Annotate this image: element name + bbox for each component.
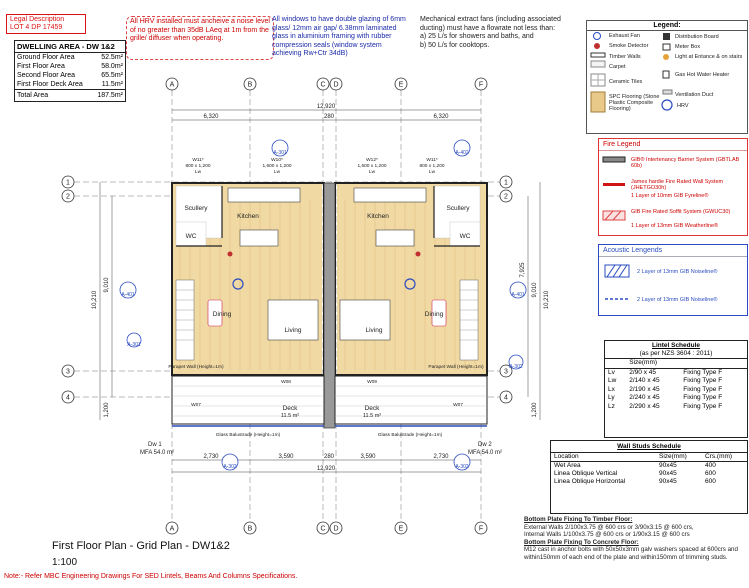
acoustic-item: 2 Layer of 13mm GIB Noiseline® [637, 269, 718, 275]
window-id: W08 [281, 380, 291, 385]
lintel-cell: 2/290 x 45 [629, 402, 660, 410]
room-label: Living [284, 327, 302, 334]
window-size: 1,600 x 1,200 [357, 164, 387, 169]
dimension-label: 280 [323, 454, 335, 460]
area-value: 58.0m² [101, 63, 123, 70]
dwelling-label: Dw 2 [478, 442, 492, 448]
area-value: 11.5m² [101, 81, 123, 88]
studs-title: Wall Studs Schedule [617, 443, 681, 450]
dimension-label: 12,920 [316, 104, 336, 110]
window-id: W09 [367, 380, 377, 385]
grid-label: E [398, 525, 404, 533]
studs-cell: 600 [704, 470, 716, 477]
dwelling-label: Dw 1 [148, 442, 162, 448]
window-size: 800 x 1,200 [419, 164, 445, 169]
legend-label: Ventilation Duct [675, 92, 714, 98]
room-label: Dining [212, 311, 232, 318]
studs-header: Size(mm) [659, 453, 687, 460]
grid-label: A [169, 81, 175, 89]
area-total-value: 187.5m² [97, 92, 123, 99]
area-value: 52.5m² [101, 54, 123, 61]
grid-label: 4 [66, 394, 70, 402]
kitchen-island [376, 230, 414, 246]
grid-label: 3 [504, 368, 508, 376]
legal-lot: LOT 4 DP 17459 [10, 24, 63, 31]
grid-label: D [333, 525, 339, 533]
living-sofa [340, 300, 390, 340]
acoustic-legend-title: Acoustic Lengends [599, 245, 747, 257]
dimension-label: 12,920 [316, 466, 336, 472]
window-size: 1,600 x 1,200 [262, 164, 292, 169]
grid-label: F [478, 525, 484, 533]
grid-label: B [247, 81, 253, 89]
section-ref: A-402 [455, 150, 469, 156]
area-value: 65.5m² [101, 72, 123, 79]
fans-intro: Mechanical extract fans (including associated ducting) must have a flowrate not less than: [420, 16, 561, 32]
window-lintel: Lw [428, 170, 436, 175]
grid-label: F [478, 81, 484, 89]
kitchen-bench [354, 188, 426, 202]
legal-title: Legal Description [10, 16, 65, 23]
window-id: W11* [192, 158, 204, 163]
window-id: W07 [453, 403, 463, 408]
section-ref: A-301 [273, 150, 287, 156]
lintel-cell: Lx [608, 385, 615, 393]
fire-legend-title: Fire Legend [599, 139, 747, 151]
lintel-title: Lintel Schedule [651, 342, 701, 349]
legend-label: Meter Box [675, 44, 701, 50]
legend-label: SPC Flooring (Stone Plastic Composite Flooring) [609, 94, 660, 112]
mfa-label: MFA 54.0 m² [140, 450, 175, 456]
lintel-cell: Ly [608, 394, 615, 401]
area-total-label: Total Area [17, 92, 49, 99]
lintel-cell: Lz [608, 402, 615, 410]
window-id: W07 [191, 403, 201, 408]
room-label: Dining [424, 311, 444, 318]
dimension-label: 2,730 [203, 454, 219, 460]
dimension-label: 2,730 [433, 454, 449, 460]
dimension-label: 3,590 [278, 454, 294, 460]
dimension-label: 3,590 [360, 454, 376, 460]
lintel-subtitle: (as per NZS 3604 : 2011) [639, 350, 713, 357]
window-id: W11* [426, 158, 438, 163]
kitchen-bench [228, 188, 300, 202]
lintel-cell: Lv [608, 368, 615, 376]
room-label: Deck [282, 405, 298, 412]
parapet-label: Parapet Wall (Height=1m) [168, 365, 224, 370]
mfa-label: MFA 54.0 m² [468, 450, 503, 456]
section-ref: A-401 [121, 292, 135, 298]
window-lintel: Lw [368, 170, 376, 175]
plan-title: First Floor Plan - Grid Plan - DW1&2 [52, 540, 230, 552]
fire-item-sub: 1 Layer of 10mm GIB Fyreline® [631, 193, 709, 199]
grid-label: 1 [504, 179, 508, 187]
area-label: First Floor Deck Area [17, 81, 83, 88]
lintel-cell: Fixing Type F [683, 385, 723, 393]
grid-label: B [247, 525, 253, 533]
dimension-label: 10,210 [92, 290, 98, 310]
section-ref: A-302 [509, 364, 523, 370]
dimension-label: 9,010 [532, 282, 538, 298]
parapet-label: Parapet Wall (Height=1m) [428, 365, 484, 370]
studs-cell: 400 [704, 462, 716, 469]
grid-label: 3 [66, 368, 70, 376]
window-id: W12* [366, 158, 378, 163]
legend-label: Gas Hot Water Heater [675, 72, 730, 78]
dimension-label: 9,010 [104, 277, 110, 293]
engineering-footnote: Note:- Refer MBC Engineering Drawings For SED Lintels, Beams And Columns Specifications. [4, 573, 298, 580]
studs-cell: Linea Oblique Horizontal [554, 478, 626, 485]
hrv-note: All HRV installed must ancheive a noise level of no greater than 35dB LAeq at 1m from the grille/ diffuser when operating. [126, 16, 274, 60]
dimension-label: 1,200 [104, 402, 110, 418]
smoke-detector-icon [228, 252, 233, 257]
legend-label: Carpet [609, 64, 626, 70]
studs-cell: Wet Area [554, 462, 581, 469]
deck-area-label: 11.5 m² [362, 413, 382, 419]
lintel-header: Size(mm) [629, 359, 658, 366]
studs-cell: Linea Oblique Vertical [554, 470, 618, 477]
plate-line: Internal Walls 1/100x3.75 @ 600 crs or 1/90x3.15 @ 600 crs [524, 531, 690, 539]
grid-label: 4 [504, 394, 508, 402]
fire-item-sub: 1 Layer of 13mm GIB Weatherline® [631, 223, 719, 229]
legend-label: Ceramic Tiles [609, 79, 643, 85]
plate-title: Bottom Plate Fixing To Concrete Floor: [524, 538, 639, 546]
grid-label: C [320, 525, 326, 533]
room-label: WC [185, 233, 197, 240]
lintel-cell: 2/190 x 45 [629, 385, 660, 393]
lintel-cell: Fixing Type F [683, 394, 723, 401]
lintel-cell: Fixing Type F [683, 402, 723, 410]
room-label: Scullery [446, 205, 470, 212]
window-lintel: Lw [194, 170, 202, 175]
studs-header: Crs.(mm) [704, 453, 733, 460]
legend-label: Light at Entance & on stairs [675, 54, 743, 60]
legend-label: Distribution Board [675, 34, 719, 40]
fire-item-title: GIB® Intertenancy Barrier System (GBTLAB 60b) [631, 157, 740, 170]
grid-label: 1 [66, 179, 70, 187]
lintel-cell: 2/140 x 45 [629, 377, 660, 384]
section-ref: A-302 [223, 464, 237, 470]
area-label: Second Floor Area [17, 72, 75, 79]
deck-dw1 [172, 376, 324, 424]
windows-note: All windows to have double glazing of 6mm glass/ 12mm air gap/ 6.38mm laminated glass in aluminium framing with rubber compression seals (window system achieving Rw+Ctr 34dB) [272, 16, 406, 57]
kitchen-island [240, 230, 278, 246]
plate-line: External Walls 2/100x3.75 @ 600 crs or 3/90x3.15 @ 600 crs, [524, 523, 694, 531]
grid-label: E [398, 81, 404, 89]
fans-b: b) 50 L/s for cooktops. [420, 41, 490, 49]
section-ref: A-301 [127, 342, 141, 348]
studs-cell: 90x45 [659, 462, 677, 469]
acoustic-item: 2 Layer of 13mm GIB Noiseline® [637, 297, 718, 303]
dimension-label: 10,210 [544, 290, 550, 310]
lintel-cell: 2/90 x 45 [629, 368, 656, 376]
window-lintel: Lw [273, 170, 281, 175]
dimension-label: 6,320 [203, 114, 219, 120]
legend-label: HRV [677, 103, 689, 109]
room-label: Scullery [184, 205, 208, 212]
smoke-detector-icon [416, 252, 421, 257]
window-size: 800 x 1,200 [185, 164, 211, 169]
lintel-cell: Fixing Type F [683, 377, 723, 384]
fire-item-title: GIB Fire Rated Soffit System (GWUC30) [631, 209, 731, 215]
legend-label: Timber Walls [609, 54, 641, 60]
room-label: Kitchen [237, 213, 259, 220]
area-label: First Floor Area [17, 63, 65, 70]
lintel-cell: 2/240 x 45 [629, 394, 660, 401]
window-id: W10* [271, 158, 283, 163]
legend-label: Smoke Detector [609, 43, 649, 49]
dimension-label: 7,925 [520, 262, 526, 278]
plate-title: Bottom Plate Fixing To Timber Floor: [524, 516, 633, 523]
grid-label: 2 [66, 193, 70, 201]
studs-cell: 90x45 [659, 470, 677, 477]
grid-label: 2 [504, 193, 508, 201]
fire-item-title: James hardie Fire Rated Wall System (JHETGO30h) [631, 179, 724, 192]
plate-line: M12 cast in anchor bolts with 50x50x3mm galv washers spaced at 600crs and within150mm of each end of the plate and within150mm of trimming studs. [524, 546, 738, 561]
dimension-label: 280 [323, 114, 335, 120]
dimension-label: 1,200 [532, 402, 538, 418]
room-label: Deck [364, 405, 380, 412]
section-ref: A-401 [511, 292, 525, 298]
living-sofa [268, 300, 318, 340]
dwelling-area-title: DWELLING AREA - DW 1&2 [15, 41, 125, 53]
deck-area-label: 11.5 m² [280, 413, 300, 419]
room-label: WC [459, 233, 471, 240]
legend-title: Legend: [587, 21, 747, 31]
balustrade-label: Glass Balustrade (Height=1m) [377, 433, 443, 438]
lintel-cell: Fixing Type F [683, 368, 723, 376]
balustrade-label: Glass Balustrade (Height=1m) [215, 433, 281, 438]
dimension-label: 6,320 [433, 114, 449, 120]
grid-label: D [333, 81, 339, 89]
studs-cell: 600 [704, 478, 716, 485]
legend-label: Exhaust Fan [609, 33, 640, 39]
area-label: Ground Floor Area [17, 54, 75, 61]
room-label: Living [365, 327, 383, 334]
lintel-cell: Lw [608, 377, 617, 384]
intertenancy-wall [324, 183, 335, 428]
studs-header: Location [554, 453, 579, 460]
grid-label: A [169, 525, 175, 533]
grid-label: C [320, 81, 326, 89]
studs-cell: 90x45 [659, 478, 677, 485]
section-ref: A-302 [455, 464, 469, 470]
plan-scale: 1:100 [52, 557, 78, 568]
fans-a: a) 25 L/s for showers and baths, and [420, 33, 534, 40]
deck-dw2 [335, 376, 487, 424]
room-label: Kitchen [367, 213, 389, 220]
